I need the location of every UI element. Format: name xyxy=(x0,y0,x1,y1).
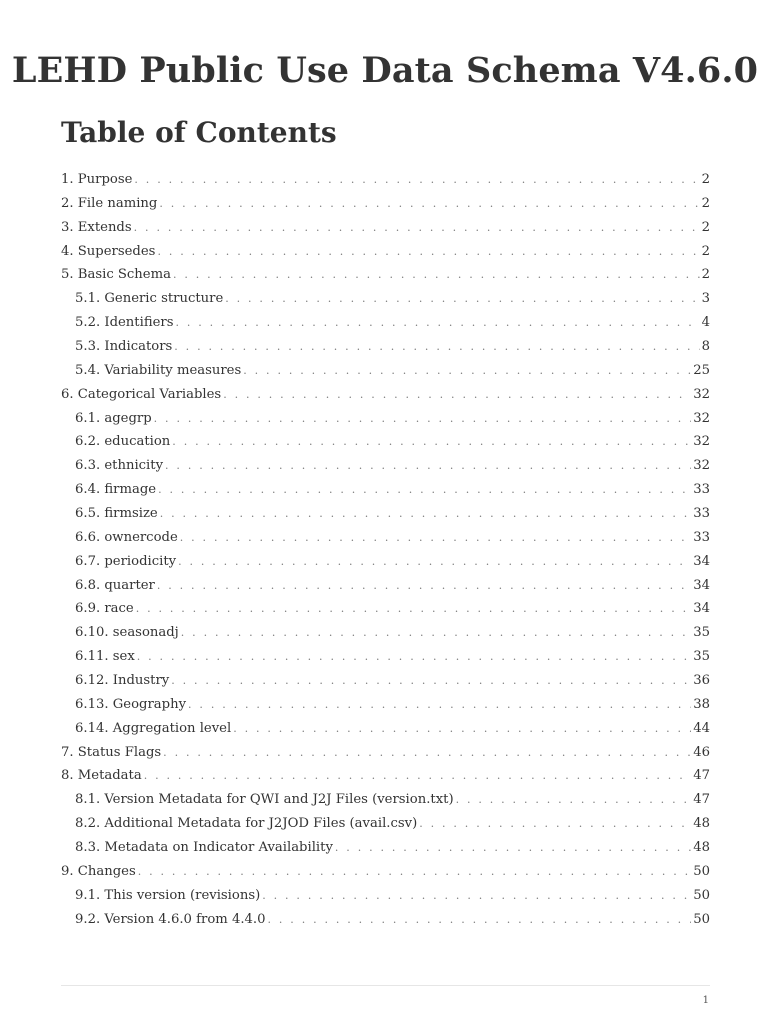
toc-entry-page: 32 xyxy=(693,386,710,402)
toc-entry-label: 6.2. education xyxy=(75,434,171,450)
toc-entry-label: 6.8. quarter xyxy=(75,577,155,593)
toc-dot-leader xyxy=(262,884,691,908)
toc-entry[interactable] xyxy=(61,192,710,216)
toc-dot-leader xyxy=(173,263,700,287)
toc-entry-page: 48 xyxy=(693,816,710,832)
toc-entry-label: 5.1. Generic structure xyxy=(75,291,224,307)
toc-dot-leader xyxy=(163,741,691,765)
toc-dot-leader xyxy=(136,597,692,621)
toc-dot-leader xyxy=(419,812,691,836)
toc-entry[interactable] xyxy=(61,621,710,645)
toc-entry[interactable] xyxy=(61,884,710,908)
toc-entry-page: 34 xyxy=(693,553,710,569)
toc-entry-page: 36 xyxy=(693,673,710,689)
toc-entry-page: 25 xyxy=(693,362,710,378)
toc-entry[interactable] xyxy=(61,216,710,240)
toc-entry-label: 8.2. Additional Metadata for J2JOD Files (avail.csv) xyxy=(75,816,418,832)
toc-dot-leader xyxy=(335,836,691,860)
toc-entry[interactable] xyxy=(61,908,710,932)
toc-entry-label: 8.1. Version Metadata for QWI and J2J Files (version.txt) xyxy=(75,792,454,808)
toc-entry[interactable] xyxy=(61,502,710,526)
toc-entry-page: 2 xyxy=(701,243,710,259)
document-title: LEHD Public Use Data Schema V4.6.0 xyxy=(11,50,759,91)
page-number: 1 xyxy=(702,995,709,1006)
toc-dot-leader xyxy=(233,717,691,741)
toc-entry-page: 44 xyxy=(693,720,710,736)
toc-entry[interactable] xyxy=(61,836,710,860)
toc-entry-label: 5.4. Variability measures xyxy=(75,362,242,378)
toc-dot-leader xyxy=(172,430,691,454)
toc-entry[interactable] xyxy=(61,407,710,431)
toc-entry-label: 6.7. periodicity xyxy=(75,553,177,569)
table-of-contents xyxy=(61,168,710,932)
toc-dot-leader xyxy=(137,645,691,669)
toc-entry-page: 50 xyxy=(693,911,710,927)
toc-dot-leader xyxy=(268,908,692,932)
toc-entry-label: 5.3. Indicators xyxy=(75,339,173,355)
toc-entry[interactable] xyxy=(61,168,710,192)
toc-entry-page: 32 xyxy=(693,434,710,450)
toc-entry-page: 33 xyxy=(693,482,710,498)
toc-dot-leader xyxy=(180,526,691,550)
toc-entry-page: 34 xyxy=(693,601,710,617)
toc-entry-page: 32 xyxy=(693,458,710,474)
toc-entry[interactable] xyxy=(61,574,710,598)
toc-entry[interactable] xyxy=(61,717,710,741)
toc-entry[interactable] xyxy=(61,383,710,407)
toc-dot-leader xyxy=(176,311,700,335)
toc-entry[interactable] xyxy=(61,860,710,884)
toc-entry-page: 2 xyxy=(701,172,710,187)
toc-dot-leader xyxy=(154,407,692,431)
toc-entry-label: 6.12. Industry xyxy=(75,673,170,689)
toc-entry-page: 2 xyxy=(701,219,710,235)
toc-entry-label: 6.5. firmsize xyxy=(75,506,158,522)
toc-heading: Table of Contents xyxy=(61,116,337,149)
toc-dot-leader xyxy=(157,574,691,598)
toc-entry-page: 4 xyxy=(701,315,710,331)
toc-entry[interactable] xyxy=(61,812,710,836)
toc-dot-leader xyxy=(223,383,691,407)
toc-entry-label: 3. Extends xyxy=(61,219,132,235)
toc-entry-label: 6.13. Geography xyxy=(75,696,187,712)
toc-entry-label: 4. Supersedes xyxy=(61,243,156,259)
toc-entry-page: 47 xyxy=(693,768,710,784)
toc-entry-page: 8 xyxy=(701,339,710,355)
toc-entry-page: 38 xyxy=(693,696,710,712)
toc-entry-label: 9.2. Version 4.6.0 from 4.4.0 xyxy=(75,911,266,927)
toc-entry-label: 6. Categorical Variables xyxy=(61,386,222,402)
toc-entry[interactable] xyxy=(61,263,710,287)
toc-entry-label: 6.11. sex xyxy=(75,649,135,665)
toc-entry-page: 33 xyxy=(693,529,710,545)
toc-entry-page: 33 xyxy=(693,506,710,522)
toc-dot-leader xyxy=(456,788,692,812)
toc-entry[interactable] xyxy=(61,764,710,788)
toc-entry[interactable] xyxy=(61,669,710,693)
toc-entry-page: 50 xyxy=(693,887,710,903)
toc-dot-leader xyxy=(188,693,691,717)
toc-entry[interactable] xyxy=(61,788,710,812)
toc-entry-label: 6.9. race xyxy=(75,601,134,617)
toc-entry-label: 6.6. ownercode xyxy=(75,529,178,545)
toc-entry-page: 32 xyxy=(693,410,710,426)
toc-dot-leader xyxy=(144,764,692,788)
toc-entry-page: 2 xyxy=(701,267,710,283)
toc-dot-leader xyxy=(225,287,699,311)
toc-entry[interactable] xyxy=(61,430,710,454)
toc-entry[interactable] xyxy=(61,597,710,621)
toc-entry-page: 46 xyxy=(693,744,710,760)
toc-dot-leader xyxy=(138,860,691,884)
footer-divider xyxy=(61,985,710,986)
toc-entry-page: 35 xyxy=(693,625,710,641)
toc-entry[interactable] xyxy=(61,454,710,478)
toc-entry-label: 8. Metadata xyxy=(61,768,142,784)
toc-entry[interactable] xyxy=(61,311,710,335)
toc-entry-label: 1. Purpose xyxy=(61,172,133,187)
toc-entry-label: 5. Basic Schema xyxy=(61,267,171,283)
toc-entry[interactable] xyxy=(61,335,710,359)
toc-entry-label: 6.3. ethnicity xyxy=(75,458,164,474)
toc-entry-label: 8.3. Metadata on Indicator Availability xyxy=(75,840,333,856)
toc-entry[interactable] xyxy=(61,645,710,669)
toc-entry-page: 35 xyxy=(693,649,710,665)
toc-dot-leader xyxy=(134,216,700,240)
toc-entry[interactable] xyxy=(61,741,710,765)
toc-entry-page: 48 xyxy=(693,840,710,856)
toc-entry-page: 34 xyxy=(693,577,710,593)
toc-entry[interactable] xyxy=(61,287,710,311)
toc-entry[interactable] xyxy=(61,478,710,502)
toc-entry-label: 2. File naming xyxy=(61,195,158,211)
toc-entry[interactable] xyxy=(61,240,710,264)
toc-dot-leader xyxy=(158,478,691,502)
toc-entry[interactable] xyxy=(61,359,710,383)
toc-dot-leader xyxy=(181,621,691,645)
toc-dot-leader xyxy=(174,335,699,359)
toc-entry-label: 6.10. seasonadj xyxy=(75,625,179,641)
toc-entry-page: 3 xyxy=(701,291,710,307)
toc-entry-page: 47 xyxy=(693,792,710,808)
toc-dot-leader xyxy=(178,550,691,574)
toc-entry-label: 6.1. agegrp xyxy=(75,410,152,426)
toc-entry-label: 9. Changes xyxy=(61,863,136,879)
toc-entry-label: 9.1. This version (revisions) xyxy=(75,887,261,903)
toc-entry-page: 2 xyxy=(701,195,710,211)
toc-entry-label: 6.4. firmage xyxy=(75,482,157,498)
toc-dot-leader xyxy=(160,502,692,526)
toc-entry-label: 6.14. Aggregation level xyxy=(75,720,232,736)
toc-dot-leader xyxy=(157,240,699,264)
toc-entry-label: 5.2. Identifiers xyxy=(75,315,174,331)
toc-dot-leader xyxy=(134,168,699,192)
toc-entry-page: 50 xyxy=(693,863,710,879)
toc-dot-leader xyxy=(165,454,691,478)
toc-dot-leader xyxy=(243,359,691,383)
toc-entry[interactable] xyxy=(61,526,710,550)
toc-entry-label: 7. Status Flags xyxy=(61,744,162,760)
toc-entry[interactable] xyxy=(61,550,710,574)
toc-dot-leader xyxy=(171,669,691,693)
toc-dot-leader xyxy=(159,192,699,216)
toc-entry[interactable] xyxy=(61,693,710,717)
